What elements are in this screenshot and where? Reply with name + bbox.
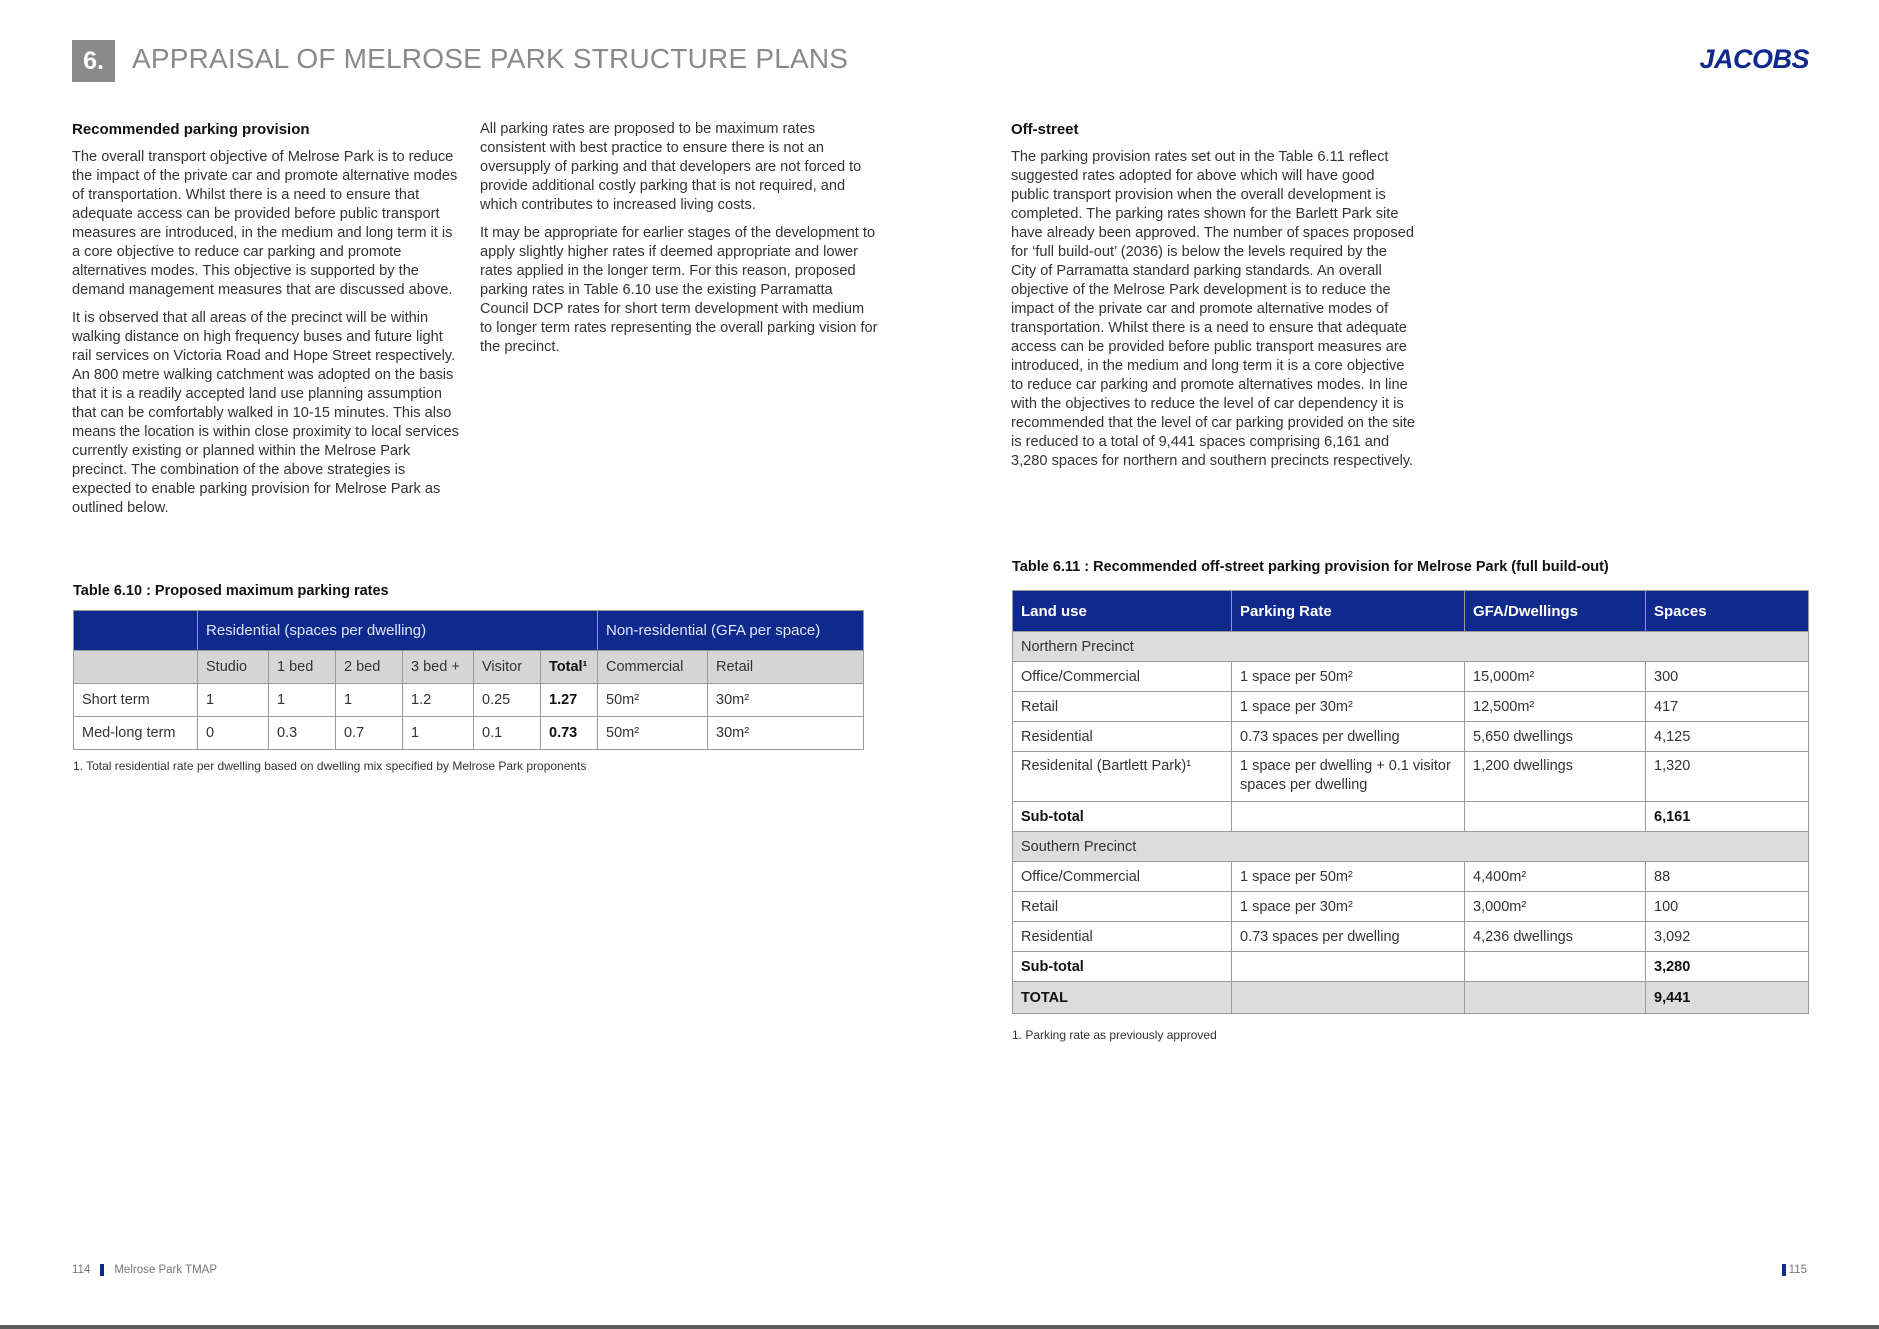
table-subheader-row	[74, 651, 864, 684]
subtotal-row-northern	[1013, 802, 1809, 832]
section-label: Southern Precinct	[1013, 832, 1809, 862]
table-6-11-footnote: 1. Parking rate as previously approved	[1012, 1028, 1217, 1042]
table-cell	[1232, 802, 1465, 832]
left-text-column	[72, 120, 464, 527]
column-header: Parking Rate	[1232, 591, 1465, 632]
table-cell: 15,000m²	[1465, 662, 1646, 692]
table-cell: 0.1	[474, 717, 541, 750]
table-cell: 1	[336, 684, 403, 717]
table-row	[1013, 922, 1809, 952]
table-cell: 30m²	[708, 717, 864, 750]
column-header: GFA/Dwellings	[1465, 591, 1646, 632]
subtotal-label: Sub-total	[1013, 952, 1232, 982]
table-cell	[1232, 952, 1465, 982]
table-cell	[1465, 802, 1646, 832]
table-cell: 0.7	[336, 717, 403, 750]
table-row	[1013, 662, 1809, 692]
empty-header-cell	[74, 651, 198, 684]
table-cell: Residential	[1013, 922, 1232, 952]
table-cell: 1.2	[403, 684, 474, 717]
table-cell: 3,092	[1646, 922, 1809, 952]
total-value: 9,441	[1646, 982, 1809, 1014]
jacobs-logo: JACOBS	[1699, 44, 1809, 74]
residential-group-header: Residential (spaces per dwelling)	[198, 611, 598, 651]
table-row	[1013, 752, 1809, 802]
chapter-number: 6.	[72, 40, 115, 82]
paragraph: It is observed that all areas of the precinct will be within walking distance on high frequency buses and future light rail services on Victoria Road and Hope Street respectively. An 800 metre walking catchment was adopted on the basis that it is a readily accepted land use planning assumption that can be comfortably walked in 10-15 minutes. This also means the location is within close proximity to local services currently existing or planned within the Melrose Park precinct. The combination of the above strategies is expected to enable parking provision for Melrose Park as outlined below.	[72, 310, 459, 516]
table-6-11-caption: Table 6.11 : Recommended off-street parking provision for Melrose Park (full build-out)	[1012, 559, 1609, 575]
table-cell: 1,320	[1646, 752, 1809, 802]
table-row	[74, 684, 864, 717]
subtotal-value: 6,161	[1646, 802, 1809, 832]
table-cell: 1 space per 30m²	[1232, 692, 1465, 722]
table-cell: 12,500m²	[1465, 692, 1646, 722]
table-cell: Residential	[1013, 722, 1232, 752]
table-cell: 4,400m²	[1465, 862, 1646, 892]
table-cell: 30m²	[708, 684, 864, 717]
off-street-heading: Off-street	[1011, 121, 1079, 138]
section-row-southern	[1013, 832, 1809, 862]
table-cell: 0.73 spaces per dwelling	[1232, 922, 1465, 952]
middle-text-column	[480, 120, 880, 366]
table-cell: 300	[1646, 662, 1809, 692]
row-label: Short term	[74, 684, 198, 717]
document-title: Melrose Park TMAP	[114, 1264, 218, 1276]
subtotal-row-southern	[1013, 952, 1809, 982]
footer-right	[1782, 1264, 1807, 1276]
table-cell: 0.25	[474, 684, 541, 717]
column-header: Visitor	[474, 651, 541, 684]
table-cell: Retail	[1013, 892, 1232, 922]
table-cell: 1.27	[541, 684, 598, 717]
column-header: 1 bed	[269, 651, 336, 684]
table-cell: 1 space per 50m²	[1232, 662, 1465, 692]
table-cell: Office/Commercial	[1013, 662, 1232, 692]
recommended-parking-heading: Recommended parking provision	[72, 121, 310, 138]
table-cell: 3,000m²	[1465, 892, 1646, 922]
page-number-left: 114	[72, 1264, 91, 1276]
table-cell: 0.73 spaces per dwelling	[1232, 722, 1465, 752]
table-cell: 50m²	[598, 684, 708, 717]
table-row	[74, 717, 864, 750]
table-cell: 0.73	[541, 717, 598, 750]
table-row	[1013, 692, 1809, 722]
footer-left	[72, 1264, 217, 1276]
total-row	[1013, 982, 1809, 1014]
table-6-10	[73, 610, 864, 750]
paragraph: The parking provision rates set out in the Table 6.11 reflect suggested rates adopted for above which will have good public transport provision when the overall development is completed. The parking rates shown for the Barlett Park site have already been approved. The number of spaces proposed for ‘full build-out’ (2036) is below the levels required by the City of Parramatta standard parking standards. An overall objective of the Melrose Park development is to reduce the impact of the private car and promote alternative modes of transportation. Whilst there is a need to ensure that adequate access can be provided before public transport measures are introduced, in the medium and long term it is a core objective to reduce car parking and promote alternatives modes. In line with the objectives to reduce the level of car dependency it is recommended that the level of car parking provided on the site is reduced to a total of 9,441 spaces comprising 6,161 and 3,280 spaces for northern and southern precincts respectively.	[1011, 149, 1415, 469]
footer-bar-icon	[100, 1264, 104, 1276]
table-cell: 5,650 dwellings	[1465, 722, 1646, 752]
row-label: Med-long term	[74, 717, 198, 750]
footer-bar-icon	[1782, 1264, 1786, 1276]
table-cell: 1	[269, 684, 336, 717]
column-header: Spaces	[1646, 591, 1809, 632]
table-cell: 1 space per 50m²	[1232, 862, 1465, 892]
table-6-10-caption: Table 6.10 : Proposed maximum parking rates	[73, 583, 389, 599]
column-header: Land use	[1013, 591, 1232, 632]
column-header: Studio	[198, 651, 269, 684]
bottom-edge-band	[0, 1325, 1879, 1329]
table-6-10-footnote: 1. Total residential rate per dwelling based on dwelling mix specified by Melrose Park proponents	[73, 759, 587, 773]
table-row	[1013, 862, 1809, 892]
table-cell: 4,236 dwellings	[1465, 922, 1646, 952]
table-cell: Retail	[1013, 692, 1232, 722]
right-text-column	[1011, 120, 1416, 480]
table-cell: Residenital (Bartlett Park)¹	[1013, 752, 1232, 802]
table-cell: 50m²	[598, 717, 708, 750]
table-cell: 88	[1646, 862, 1809, 892]
subtotal-label: Sub-total	[1013, 802, 1232, 832]
table-header-row	[74, 611, 864, 651]
paragraph: The overall transport objective of Melrose Park is to reduce the impact of the private car and promote alternative modes of transportation. Whilst there is a need to ensure that adequate access can be provided before public transport measures are introduced, in the medium and long term it is a core objective to reduce car parking and promote alternatives modes. This objective is supported by the demand management measures that are discussed above.	[72, 149, 458, 298]
table-cell: 4,125	[1646, 722, 1809, 752]
total-label: TOTAL	[1013, 982, 1232, 1014]
column-header: 3 bed +	[403, 651, 474, 684]
table-header-row	[1013, 591, 1809, 632]
table-cell	[1232, 982, 1465, 1014]
chapter-title: APPRAISAL OF MELROSE PARK STRUCTURE PLANS	[132, 43, 849, 74]
table-6-11	[1012, 590, 1809, 1014]
paragraph: All parking rates are proposed to be maximum rates consistent with best practice to ensure there is not an oversupply of parking and that developers are not forced to provide additional costly parking that is not required, and which contributes to increased living costs.	[480, 121, 862, 213]
table-cell: 1 space per dwelling + 0.1 visitor spaces per dwelling	[1232, 752, 1465, 802]
table-cell: 1 space per 30m²	[1232, 892, 1465, 922]
non-residential-group-header: Non-residential (GFA per space)	[598, 611, 864, 651]
section-row-northern	[1013, 632, 1809, 662]
table-cell: 0.3	[269, 717, 336, 750]
page-number-right: 115	[1788, 1264, 1807, 1276]
table-cell: 1	[198, 684, 269, 717]
table-cell: 100	[1646, 892, 1809, 922]
table-cell: 0	[198, 717, 269, 750]
table-cell	[1465, 952, 1646, 982]
subtotal-value: 3,280	[1646, 952, 1809, 982]
column-header: 2 bed	[336, 651, 403, 684]
table-cell: 1,200 dwellings	[1465, 752, 1646, 802]
empty-header-cell	[74, 611, 198, 651]
table-cell: 417	[1646, 692, 1809, 722]
column-header: Total¹	[541, 651, 598, 684]
table-row	[1013, 892, 1809, 922]
section-label: Northern Precinct	[1013, 632, 1809, 662]
table-cell: Office/Commercial	[1013, 862, 1232, 892]
column-header: Commercial	[598, 651, 708, 684]
paragraph: It may be appropriate for earlier stages of the development to apply slightly higher rates if deemed appropriate and lower rates applied in the longer term. For this reason, proposed parking rates in Table 6.10 use the existing Parramatta Council DCP rates for short term development with medium to longer term rates representing the overall parking vision for the precinct.	[480, 225, 878, 355]
table-cell	[1465, 982, 1646, 1014]
table-cell: 1	[403, 717, 474, 750]
column-header: Retail	[708, 651, 864, 684]
table-row	[1013, 722, 1809, 752]
